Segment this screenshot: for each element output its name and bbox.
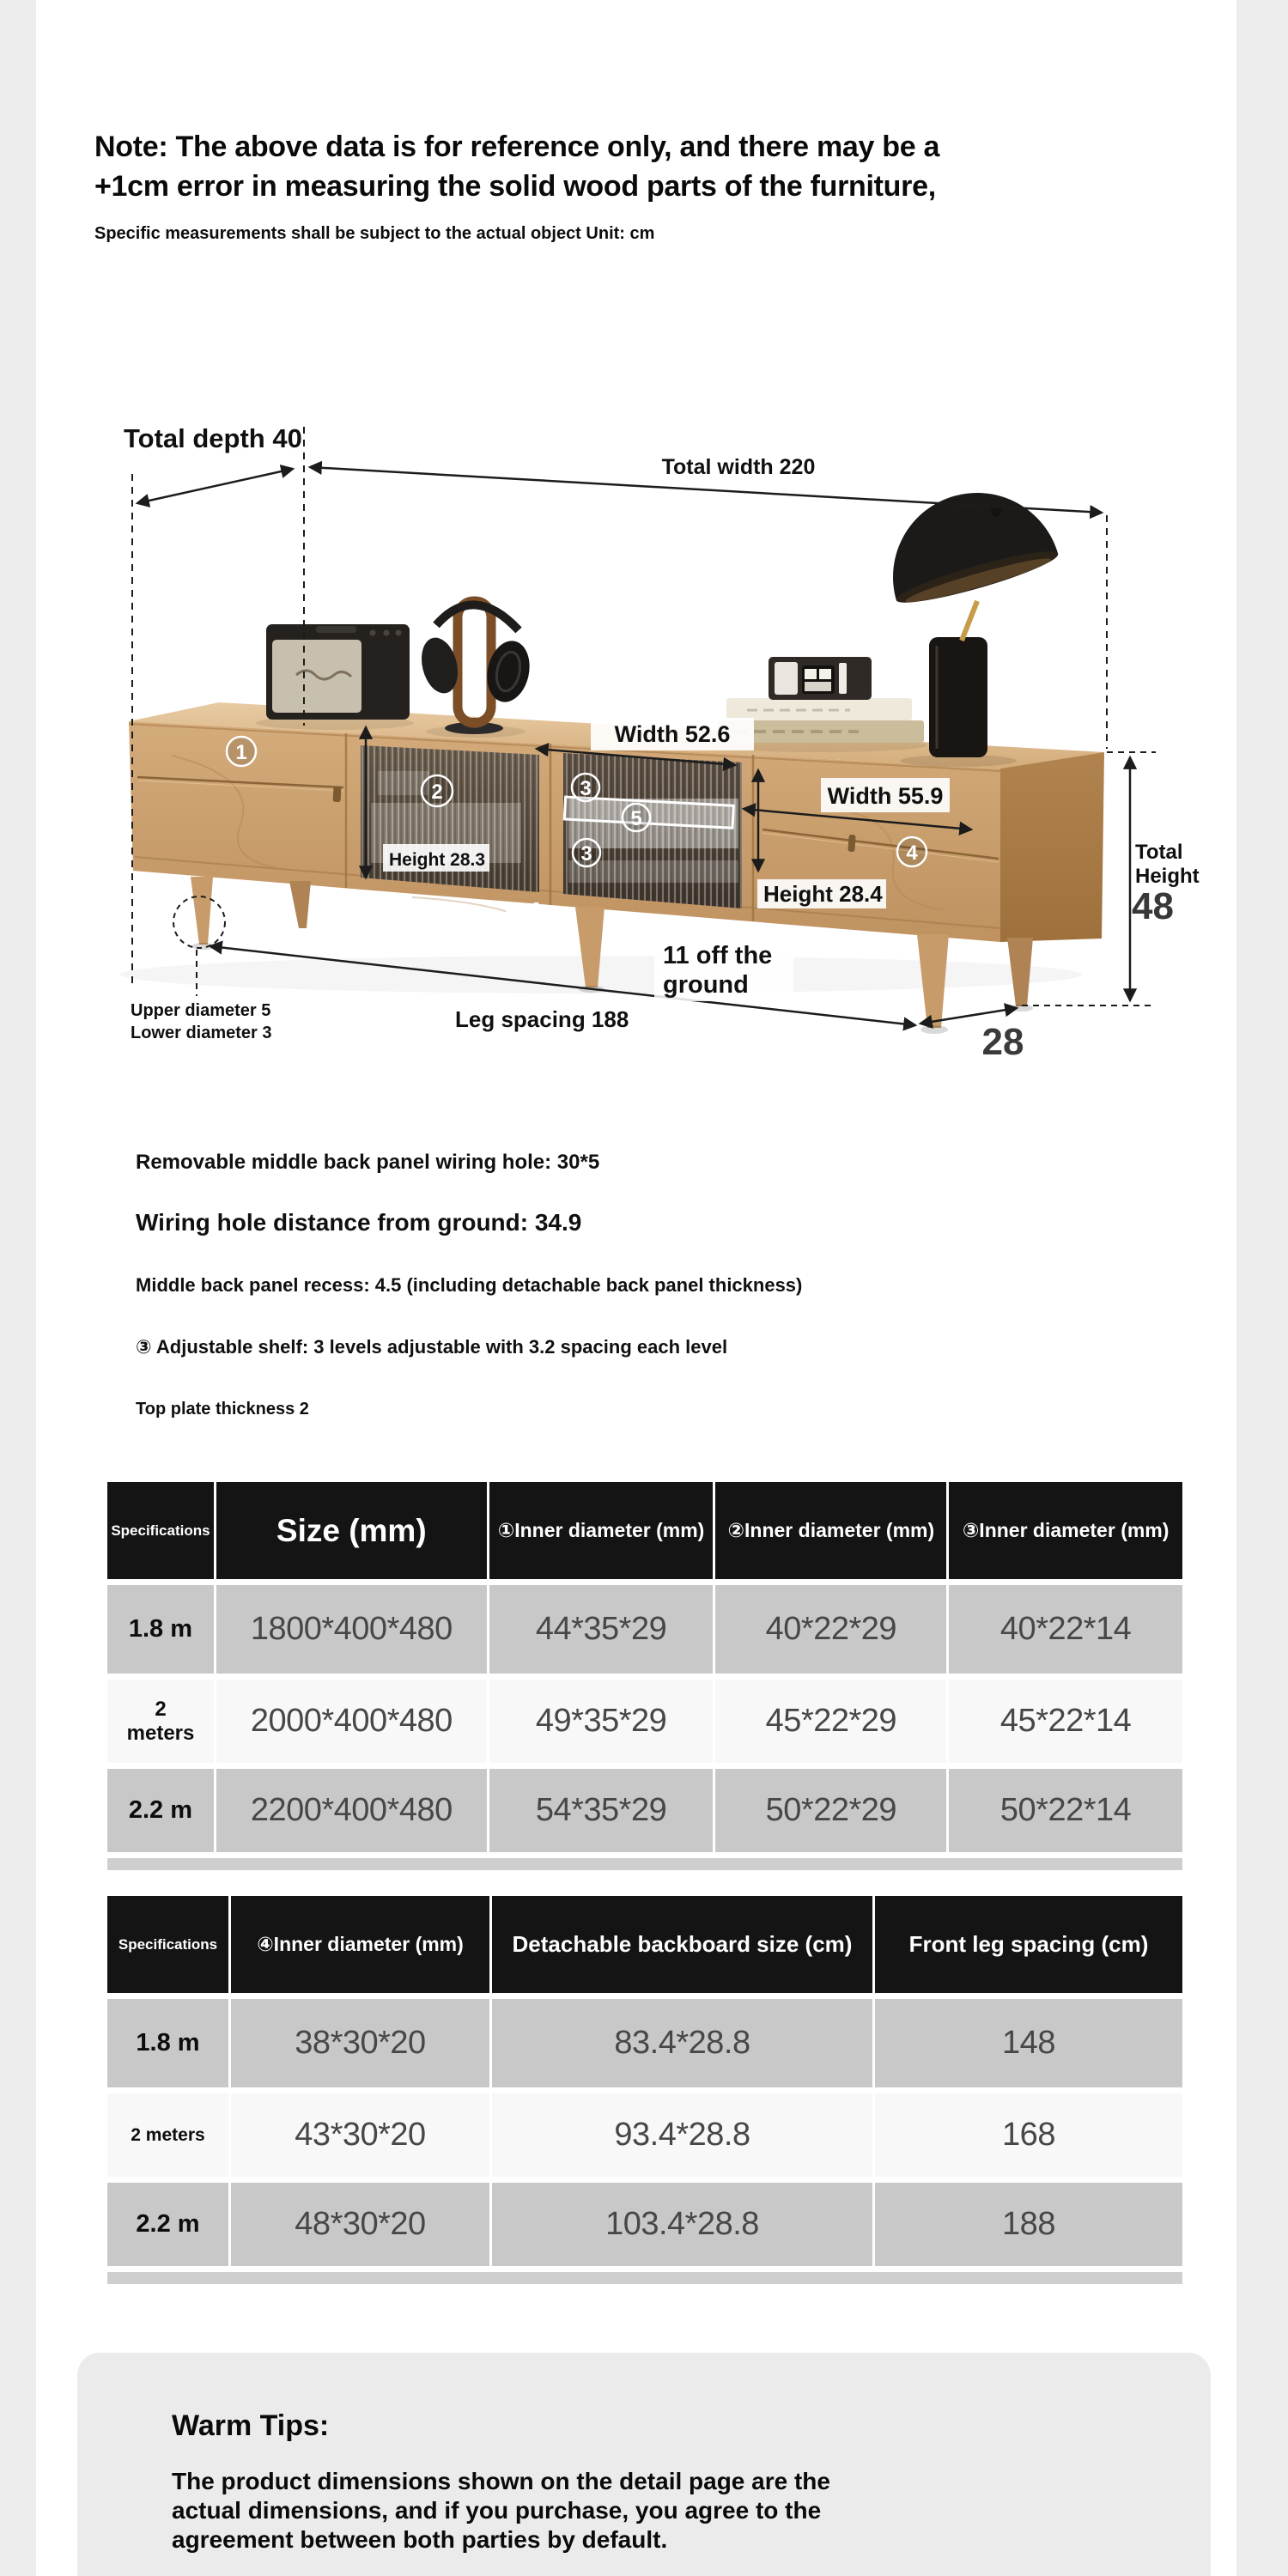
col-header-specifications: Specifications — [107, 1482, 214, 1579]
off-ground-label-2: ground — [663, 971, 749, 999]
col-header-front-leg: Front leg spacing (cm) — [875, 1896, 1182, 1993]
callout-5 — [623, 804, 650, 831]
svg-text:3: 3 — [580, 842, 592, 866]
cell-inner-2: 40*22*29 — [715, 1585, 946, 1674]
table-row — [107, 1585, 1182, 1674]
cell-inner-3: 45*22*14 — [949, 1680, 1182, 1763]
row-label: 1.8 m — [107, 1585, 214, 1674]
table-row — [107, 1680, 1182, 1763]
width-52-label: Width 52.6 — [614, 721, 731, 747]
total-width-label: Total width 220 — [661, 455, 816, 479]
off-ground-label-1: 11 off the — [663, 942, 773, 969]
warm-tips-line2: actual dimensions, and if you purchase, you agree to the — [172, 2497, 822, 2524]
col-header-specifications: Specifications — [107, 1896, 228, 1993]
spec-note-wiring-distance: Wiring hole distance from ground: 34.9 — [136, 1209, 582, 1236]
callout-1 — [227, 737, 256, 766]
callout-4 — [897, 837, 927, 866]
svg-text:4: 4 — [906, 841, 918, 865]
warm-tips-body — [172, 2467, 1211, 2555]
note-heading-line2: +1cm error in measuring the solid wood parts of the furniture, — [94, 170, 936, 203]
cell-inner-2: 50*22*29 — [715, 1769, 946, 1852]
flip-clock — [769, 657, 872, 700]
headphones-on-stand — [416, 601, 535, 734]
lower-diameter-label: Lower diameter 3 — [131, 1024, 272, 1042]
bottom-rail-label: 4 — [526, 896, 542, 928]
height-28-4-label: Height 28.4 — [763, 881, 883, 907]
col-header-backboard: Detachable backboard size (cm) — [492, 1896, 872, 1993]
col-header-inner-1: ①Inner diameter (mm) — [489, 1482, 714, 1579]
speaker — [266, 624, 410, 720]
size-spec-table — [107, 1482, 1182, 1870]
backboard-spec-table — [107, 1896, 1182, 2284]
table-row — [107, 2183, 1182, 2266]
cell-front-leg: 148 — [875, 1999, 1182, 2087]
total-height-value: 48 — [1132, 885, 1174, 927]
callout-3-lower — [573, 839, 600, 866]
row-label: 1.8 m — [107, 1999, 228, 2087]
total-height-label-2: Height — [1135, 865, 1200, 888]
cell-inner-1: 44*35*29 — [489, 1585, 714, 1674]
cell-inner-1: 54*35*29 — [489, 1769, 714, 1852]
spec-note-recess: Middle back panel recess: 4.5 (including detachable back panel thickness) — [136, 1274, 803, 1296]
rear-offset-label: 28 — [981, 1021, 1024, 1063]
cell-size: 2000*400*480 — [216, 1680, 487, 1763]
cell-size: 1800*400*480 — [216, 1585, 487, 1674]
total-depth-arrow — [137, 469, 293, 503]
callout-2 — [422, 775, 453, 806]
col-header-inner-2: ②Inner diameter (mm) — [715, 1482, 946, 1579]
cell-inner-3: 40*22*14 — [949, 1585, 1182, 1674]
table-row — [107, 1999, 1182, 2087]
note-subtitle: Specific measurements shall be subject to the actual object Unit: cm — [94, 224, 655, 243]
cell-inner-4: 38*30*20 — [231, 1999, 489, 2087]
leg-spacing-label: Leg spacing 188 — [455, 1006, 629, 1032]
table-bottom-strip — [107, 2272, 1182, 2284]
col-header-inner-3: ③Inner diameter (mm) — [949, 1482, 1182, 1579]
svg-text:2: 2 — [431, 781, 443, 804]
note-heading — [94, 127, 939, 206]
note-heading-line1: Note: The above data is for reference only, and there may be a — [94, 131, 940, 163]
callout-3-upper — [572, 774, 599, 801]
svg-text:3: 3 — [580, 777, 592, 800]
col-header-inner-4: ④Inner diameter (mm) — [231, 1896, 489, 1993]
cell-inner-3: 50*22*14 — [949, 1769, 1182, 1852]
warm-tips-line1: The product dimensions shown on the detail page are the — [172, 2468, 830, 2494]
total-depth-label: Total depth 40 — [124, 423, 302, 453]
cell-front-leg: 168 — [875, 2093, 1182, 2177]
cell-backboard: 83.4*28.8 — [492, 1999, 872, 2087]
upper-diameter-label: Upper diameter 5 — [131, 1001, 271, 1020]
cell-backboard: 103.4*28.8 — [492, 2183, 872, 2266]
warm-tips-box — [77, 2353, 1211, 2576]
warm-tips-title: Warm Tips: — [172, 2409, 330, 2442]
warm-tips-line3: agreement between both parties by default. — [172, 2526, 668, 2553]
table-row — [107, 2093, 1182, 2177]
row-label: 2.2 m — [107, 2183, 228, 2266]
cell-inner-2: 45*22*29 — [715, 1680, 946, 1763]
svg-text:1: 1 — [235, 741, 247, 764]
cell-size: 2200*400*480 — [216, 1769, 487, 1852]
width-55-label: Width 55.9 — [827, 783, 944, 809]
svg-text:5: 5 — [630, 807, 642, 830]
spec-note-top-plate: Top plate thickness 2 — [136, 1400, 309, 1419]
dimension-diagram — [0, 412, 1288, 1108]
col-header-size: Size (mm) — [216, 1482, 487, 1579]
table-bottom-strip — [107, 1858, 1182, 1870]
spec-note-wiring-hole: Removable middle back panel wiring hole: 30*5 — [136, 1151, 600, 1174]
cell-inner-4: 48*30*20 — [231, 2183, 489, 2266]
backboard-spec-table-header — [107, 1896, 1182, 1993]
row-label: 2 meters — [107, 2093, 228, 2177]
cell-backboard: 93.4*28.8 — [492, 2093, 872, 2177]
cell-front-leg: 188 — [875, 2183, 1182, 2266]
row-label: 2 meters — [107, 1680, 214, 1763]
table-row — [107, 1769, 1182, 1852]
row-label: 2.2 m — [107, 1769, 214, 1852]
cell-inner-1: 49*35*29 — [489, 1680, 714, 1763]
cell-inner-4: 43*30*20 — [231, 2093, 489, 2177]
height-28-3-label: Height 28.3 — [389, 850, 486, 870]
total-height-label-1: Total — [1135, 841, 1183, 864]
size-spec-table-header — [107, 1482, 1182, 1579]
spec-note-shelf: ③ Adjustable shelf: 3 levels adjustable with 3.2 spacing each level — [136, 1336, 728, 1358]
